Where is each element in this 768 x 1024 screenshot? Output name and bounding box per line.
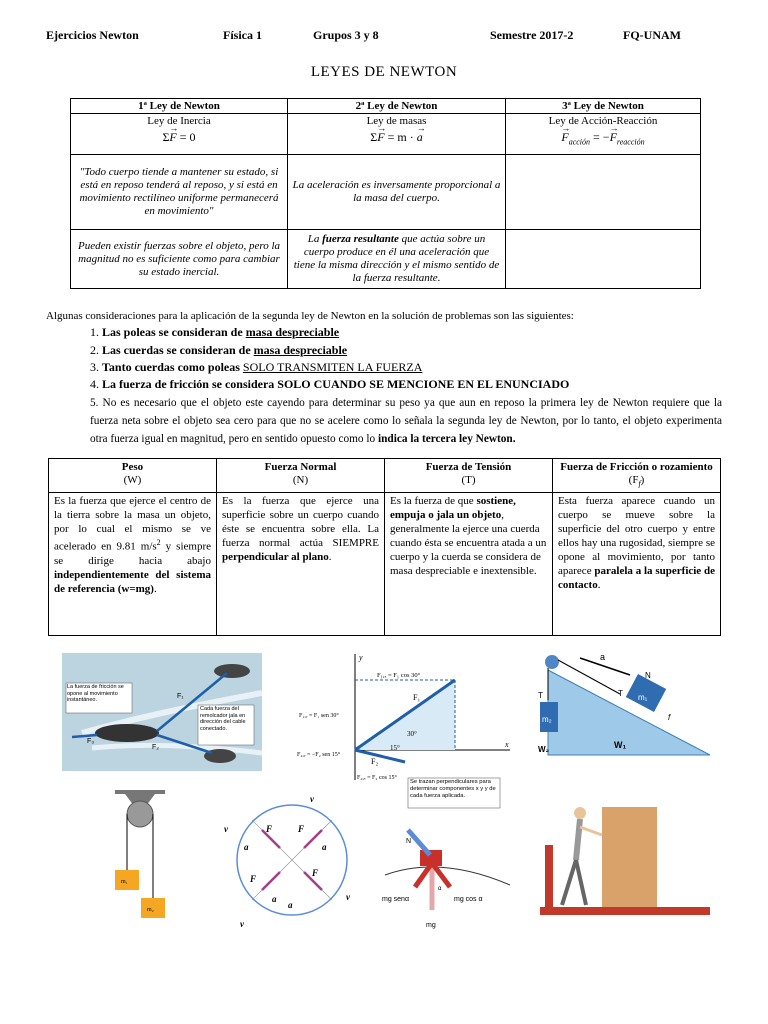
cell-text: , generalmente la ejerce una cuerda cuando ésta se encuentra atada a un cuerpo y la cuerda se considera de masa despreciable e inextensible. (390, 509, 547, 578)
ship-hull (95, 724, 159, 742)
force-arrow (304, 830, 322, 848)
cell-end: . (153, 582, 157, 595)
header-symbol: (W) (123, 474, 142, 486)
push-box-figure (540, 805, 710, 915)
label-v-bottom: v (240, 919, 244, 929)
ceiling (115, 790, 165, 794)
label-t-left: T (538, 691, 543, 700)
label-f1: F₁ (177, 693, 184, 700)
law3-equation (510, 131, 696, 148)
label-v-right: v (346, 892, 350, 902)
tension-header (385, 459, 553, 493)
considerations-intro: Algunas consideraciones para la aplicación de la segunda ley de Newton en la solución de problemas son las siguientes: (46, 310, 574, 322)
note-bold: fuerza resultante (322, 233, 399, 245)
cell-text: Esta fuerza aparece cuando un cuerpo se mueve sobre la superficie del otro cuerpo y entre ellos hay una rugosidad, siempre se opone al movimiento, por tanto aparece (558, 495, 715, 578)
label-f-tr: F (298, 824, 305, 834)
label-mg: mg (426, 922, 436, 929)
item-bold: Las cuerdas se consideran de (102, 343, 254, 357)
note-text: La (307, 233, 323, 245)
label-m1: m₁ (638, 693, 648, 702)
components-note: Se trazan perpendiculares para determinar componentes x y y de cada fuerza aplicada. (410, 779, 496, 799)
label-n: N (645, 671, 651, 680)
atwood-machine-figure (95, 790, 185, 920)
law2-equation (292, 131, 501, 144)
label-m2: m₂ (147, 907, 154, 913)
mgcos-arrow (432, 863, 450, 887)
law3-name: Ley de Acción-Reacción (548, 115, 658, 127)
angle-15: 15° (390, 744, 400, 752)
header-subject: Física 1 (223, 28, 262, 42)
forces-table (48, 458, 721, 636)
normal-arrow (408, 830, 430, 855)
normal-description (217, 493, 385, 636)
sigma-symbol: Σ (370, 130, 378, 144)
circular-motion-figure (222, 790, 362, 930)
header-course: Ejercicios Newton (46, 28, 139, 42)
label-mgcos: mg cos α (454, 896, 483, 903)
cell-bold: sostiene, empuja o jala un objeto (390, 495, 516, 522)
header-title: Fuerza de Fricción o rozamiento (560, 461, 713, 473)
page-title: LEYES DE NEWTON (310, 64, 458, 80)
consideration-4 (90, 377, 569, 392)
law2-header: 2ª Ley de Newton (288, 99, 506, 114)
cell-bold: paralela a la superficie de contacto (558, 565, 715, 592)
header-title: Fuerza Normal (264, 461, 337, 473)
force-vector: → F (169, 131, 176, 144)
header-groups: Grupos 3 y 8 (313, 28, 379, 42)
law1-description: "Todo cuerpo tiende a mantener su estado, si está en reposo tenderá al reposo, y si está en movimiento rectilíneo uniforme permanecerá en movimiento" (71, 155, 288, 230)
force-vector: → F (377, 131, 384, 144)
label-t-block: T (618, 689, 623, 698)
header-title: Fuerza de Tensión (425, 461, 512, 473)
item-number: 2. (90, 343, 102, 357)
header-semester: Semestre 2017-2 (490, 28, 574, 42)
y-axis-label: y (359, 653, 363, 662)
law1-header: 1ª Ley de Newton (71, 99, 288, 114)
item-underline: masa despreciable (245, 325, 340, 339)
cell-text: Es la fuerza que ejerce el centro de la tierra sobre la masa un objeto, por lo cual el mismo se ve acelerado en 9.81 m/s (54, 495, 211, 553)
pulley (545, 655, 559, 669)
wall-post (545, 845, 553, 907)
friction-note: La fuerza de fricción se opone al movimiento instantáneo. (67, 684, 124, 703)
header-symbol: (F (628, 474, 639, 486)
person-body (576, 819, 580, 860)
friction-description (553, 493, 721, 636)
label-a-r: a (322, 842, 327, 852)
cell-end: . (597, 579, 601, 592)
pulley-wheel (127, 801, 153, 827)
label-a-b: a (288, 900, 293, 910)
item-caps: SOLO CUANDO SE MENCIONE EN EL ENUNCIADO (277, 377, 570, 391)
label-v-top: v (310, 794, 314, 804)
label-vec-f1: F₁ (413, 693, 421, 702)
label-f2: F₂ (152, 744, 159, 751)
item-underline: masa despreciable (253, 343, 348, 357)
label-v-left: v (224, 824, 228, 834)
weight-description (49, 493, 217, 636)
label-w1: W₁ (614, 740, 627, 750)
law1-equation (75, 131, 283, 144)
header-title: Peso (121, 461, 144, 473)
consideration-5 (90, 394, 722, 448)
incline-wedge (548, 670, 710, 755)
item-bold: Las poleas se consideran de (102, 325, 246, 339)
cell-superscript: 2 (156, 538, 161, 548)
law2-note (288, 230, 506, 289)
x-axis-label: x (505, 740, 509, 749)
item-number: 3. (90, 360, 102, 374)
tug-note: Cada fuerza del remolcador jala en dirección del cable conectado. (200, 706, 246, 732)
item-number: 1. (90, 325, 102, 339)
law1-formula-cell (71, 114, 288, 155)
label-f3: F₃ (87, 738, 95, 745)
equation-mass: = m · (384, 130, 417, 144)
label-f-bl: F (250, 874, 257, 884)
sigma-symbol: Σ (162, 130, 170, 144)
header-symbol-end: ) (640, 474, 645, 486)
friction-header (553, 459, 721, 493)
header-symbol: (T) (461, 474, 476, 486)
tension-description (385, 493, 553, 636)
acceleration-vector: → a (417, 131, 423, 144)
item-bold: indica la tercera ley Newton. (378, 433, 516, 445)
tugboat-1 (214, 664, 250, 678)
cell-end: . (328, 551, 332, 564)
consideration-1 (90, 325, 339, 340)
angle-30: 30° (407, 730, 417, 738)
ramp-forces-figure (380, 815, 515, 935)
law3-formula-cell (506, 114, 701, 155)
cell-bold: independientemente del sistema de referencia (w=mg) (54, 568, 211, 595)
person-head (574, 807, 586, 819)
header-institution: FQ-UNAM (623, 28, 681, 42)
newton-laws-table (70, 98, 701, 289)
note-text: que actúa sobre un cuerpo produce en él una aceleración que tiene la misma dirección y el mismo sentido de la fuerza resultante. (293, 233, 500, 284)
consideration-2 (90, 343, 347, 358)
label-f2y: F₂,ᵧ = −F₂ sen 15° (297, 752, 341, 758)
label-f2x: F₂,ₓ = F₂ cos 15° (357, 775, 397, 781)
label-a-l: a (244, 842, 249, 852)
item-bold: La fuerza de fricción se considera (102, 377, 278, 391)
item-underline: SOLO TRANSMITEN LA FUERZA (242, 360, 423, 374)
label-n: N (406, 838, 412, 845)
law2-formula-cell (288, 114, 506, 155)
floor (540, 907, 710, 915)
consideration-3 (90, 360, 422, 375)
law2-description: La aceleración es inversamente proporcional a la masa del cuerpo. (288, 155, 506, 230)
label-f-br: F (312, 868, 319, 878)
tugboat-figure (62, 653, 262, 771)
header-symbol: (N) (292, 474, 309, 486)
equation-equals: = − (590, 130, 610, 144)
box (602, 807, 657, 907)
label-m2: m₂ (542, 715, 552, 724)
label-f1y: F₁,ᵧ = F₁ sen 30° (299, 713, 339, 719)
weight-header (49, 459, 217, 493)
label-alpha: α (438, 886, 442, 892)
mgsen-arrow (415, 863, 432, 887)
cell-text: Es la fuerza de que (390, 495, 477, 508)
action-subscript: acción (568, 137, 591, 147)
cell-bold: perpendicular al plano (222, 551, 329, 564)
action-force: → F (561, 131, 568, 144)
reaction-subscript: reacción (616, 137, 645, 147)
header-subscript: f (638, 479, 641, 489)
item-text: 5. No es necesario que el objeto este cayendo para determinar su peso ya que aun en reposo la primera ley de Newton requiere que la fuerza neta sobre el objeto sea cero para que no se acelere como lo señala la segunda ley de Newton, por lo tanto, el objeto experimenta otra fuerza igual en magnitud, pero en sentido opuesto como lo (90, 397, 722, 445)
label-w2: W₂ (538, 745, 550, 754)
item-number: 4. (90, 377, 102, 391)
label-vec-f2: F₂ (371, 757, 379, 766)
page-header (0, 28, 768, 44)
label-a-bl: a (272, 894, 277, 904)
cell-text: Es la fuerza que ejerce una superficie sobre un cuerpo cuando éste se encuentra sobre ella. La fuerza normal actúa SIEMPRE (222, 495, 379, 550)
law1-note: Pueden existir fuerzas sobre el objeto, pero la magnitud no es suficiente como para cambiar su estado inercial. (71, 230, 288, 289)
law3-header: 3ª Ley de Newton (506, 99, 701, 114)
label-m1: m₁ (121, 879, 128, 885)
law3-description (506, 155, 701, 230)
normal-header (217, 459, 385, 493)
law2-name: Ley de masas (366, 115, 427, 127)
incline-pulley-figure (530, 650, 720, 770)
cell-text: y siempre se dirige hacia abajo (54, 540, 211, 567)
label-f1x: F₁,ₓ = F₁ cos 30° (377, 672, 421, 679)
label-mgsen: mg senα (382, 896, 410, 903)
equation-rest: = 0 (176, 130, 196, 144)
force-arrow (262, 872, 280, 890)
label-f-tl: F (266, 824, 273, 834)
law3-note (506, 230, 701, 289)
item-bold: Tanto cuerdas como poleas (102, 360, 243, 374)
label-f: f (668, 713, 671, 722)
reaction-force: → F (610, 131, 617, 144)
law1-name: Ley de Inercia (147, 115, 211, 127)
label-a: a (600, 652, 606, 662)
